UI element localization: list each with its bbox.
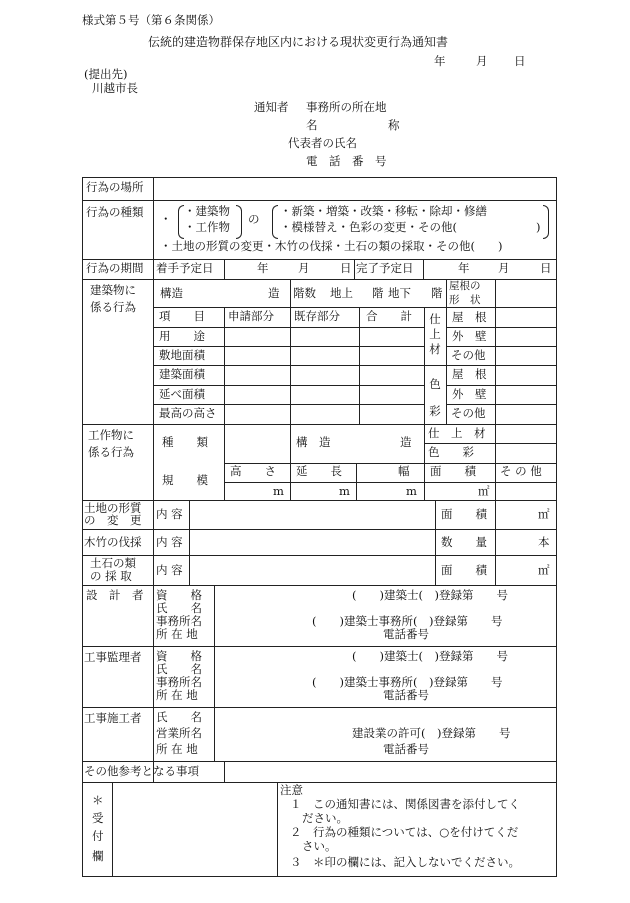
scale-height: 高 さ	[230, 464, 276, 478]
receipt-char-3: 欄	[92, 849, 104, 863]
kind-structure: ・工作物	[184, 220, 230, 234]
supervisor-name: 氏 名	[156, 662, 202, 676]
roof-shape-2: 形 状	[449, 294, 481, 306]
row-use: 用 途	[159, 329, 205, 343]
note-2a: ２ 行為の種類については、○を付けてくだ	[290, 825, 519, 839]
floors-label: 階数	[293, 286, 316, 300]
scale-other: そ の 他	[500, 464, 542, 478]
form-title: 伝統的建造物群保存地区内における現状変更行為通知書	[148, 35, 449, 49]
supervisor-qualification: 資 格	[156, 649, 202, 663]
supervisor-label: 工事監理者	[84, 650, 142, 664]
builder-permit: 建設業の許可( )登録第 号	[352, 726, 511, 740]
builder-office-name: 営業所名	[156, 726, 202, 740]
scale-label: 規 模	[162, 473, 208, 487]
notes-title: 注意	[280, 783, 303, 797]
builder-name: 氏 名	[156, 710, 202, 724]
form-number: 様式第５号（第６条関係）	[82, 13, 220, 27]
builder-tel: 電話番号	[383, 742, 429, 756]
col-exist: 既存部分	[294, 309, 340, 323]
designer-address: 所 在 地	[156, 627, 198, 641]
scale-width: 幅	[398, 464, 410, 478]
start-year: 年	[257, 261, 269, 275]
struct-head-1: 工作物に	[88, 428, 134, 442]
row-building-area: 建築面積	[159, 367, 205, 381]
struct-zou: 造	[400, 435, 412, 449]
supervisor-office-reg: ( )建築士事務所( )登録第 号	[312, 675, 503, 689]
receipt-char-1: 受	[92, 811, 104, 825]
reference-label: その他参考となる事項	[84, 764, 199, 778]
end-month: 月	[498, 261, 510, 275]
name-label-a: 名	[306, 118, 318, 132]
floors-kai-1: 階	[372, 286, 384, 300]
date-year-label: 年	[434, 54, 446, 68]
start-month: 月	[298, 261, 310, 275]
struct-structure: 構 造	[296, 435, 331, 449]
col-apply: 申請部分	[228, 309, 274, 323]
tree-head: 木竹の伐採	[84, 535, 142, 549]
recipient-name: 川越市長	[92, 81, 138, 95]
scale-area: 面 積	[430, 464, 476, 478]
note-1b: ださい。	[302, 811, 348, 825]
floors-kai-2: 階	[431, 286, 443, 300]
period-label: 行為の期間	[86, 261, 144, 275]
land-unit: ㎡	[538, 507, 550, 521]
kind-acts-line1: ・新築・増築・改築・移転・除却・修繕	[280, 204, 487, 218]
end-date-label: 完了予定日	[356, 261, 414, 275]
builder-label: 工事施工者	[84, 711, 142, 725]
designer-office-name: 事務所名	[156, 614, 202, 628]
finish-roof: 屋 根	[452, 310, 487, 324]
note-1a: １ この通知書には、関係図書を添付してく	[290, 797, 520, 811]
kind-label: 行為の種類	[86, 205, 144, 219]
designer-architect: ( )建築士( )登録第 号	[352, 588, 508, 602]
struct-kind: 種 類	[162, 435, 208, 449]
land-head-1: 土地の形質	[84, 501, 142, 515]
floors-below: 地下	[388, 286, 411, 300]
land-head-2: の 変 更	[84, 513, 142, 527]
stone-area: 面 積	[441, 563, 487, 577]
tree-content: 内 容	[156, 535, 183, 549]
kind-acts-line2: ・模様替え・色彩の変更・その他(	[280, 220, 457, 234]
kind-building: ・建築物	[184, 204, 230, 218]
row-site-area: 敷地面積	[159, 348, 205, 362]
finish-other: その他	[451, 348, 486, 362]
builder-address: 所 在 地	[156, 742, 198, 756]
designer-name: 氏 名	[156, 601, 202, 615]
unit-width-m: m	[406, 484, 417, 498]
land-content: 内 容	[156, 507, 183, 521]
struct-head-2: 係る行為	[88, 445, 134, 459]
left-brace-b	[272, 205, 278, 239]
supervisor-architect: ( )建築士( )登録第 号	[352, 649, 508, 663]
office-address-label: 事務所の所在地	[306, 100, 387, 114]
stone-head-1: 土石の類	[90, 556, 136, 570]
date-month-label: 月	[476, 54, 488, 68]
designer-label: 設 計 者	[86, 588, 144, 602]
end-year: 年	[458, 261, 470, 275]
kind-bullet: ・	[160, 212, 172, 226]
kind-land-line: ・土地の形質の変更・木竹の伐採・土石の類の採取・その他( )	[160, 239, 503, 253]
row-max-height: 最高の高さ	[159, 406, 217, 420]
receipt-char-2: 付	[92, 829, 104, 843]
note-2b: さい。	[302, 839, 337, 853]
row-floor-area: 延べ面積	[159, 387, 205, 401]
right-brace-b	[543, 205, 549, 239]
stone-unit: ㎡	[538, 563, 550, 577]
designer-tel: 電話番号	[383, 627, 429, 641]
note-3: ３ ＊印の欄には、記入しないでください。	[290, 855, 520, 869]
roof-shape-1: 屋根の	[449, 280, 481, 292]
structure-label: 構造	[160, 286, 183, 300]
tree-unit: 本	[538, 535, 550, 549]
stone-head-2: の 採 取	[90, 569, 132, 583]
tree-quantity: 数 量	[441, 535, 487, 549]
supervisor-address: 所 在 地	[156, 688, 198, 702]
floors-above: 地上	[330, 286, 353, 300]
struct-color: 色 彩	[428, 445, 474, 459]
submit-to-label: (提出先)	[84, 67, 128, 81]
phone-label: 電 話 番 号	[306, 154, 387, 168]
color-wall: 外 壁	[452, 387, 487, 401]
stone-content: 内 容	[156, 563, 183, 577]
supervisor-tel: 電話番号	[383, 688, 429, 702]
supervisor-office-name: 事務所名	[156, 675, 202, 689]
finish-wall: 外 壁	[452, 329, 487, 343]
color-other: その他	[451, 406, 486, 420]
col-total: 合 計	[366, 309, 412, 323]
unit-length-m: m	[339, 484, 350, 498]
start-day: 日	[340, 261, 352, 275]
unit-area-m2: ㎡	[478, 484, 490, 498]
receipt-asterisk: ＊	[92, 793, 104, 807]
color-roof: 屋 根	[452, 367, 487, 381]
place-label: 行為の場所	[86, 180, 144, 194]
name-label-b: 称	[388, 118, 400, 132]
finish-vertical: 仕上材	[429, 312, 441, 356]
notifier-label: 通知者	[254, 100, 289, 114]
struct-finish: 仕 上 材	[428, 426, 486, 440]
right-brace-a	[236, 205, 242, 239]
building-head-1: 建築物に	[90, 283, 136, 297]
unit-height-m: m	[273, 484, 284, 498]
structure-zou: 造	[268, 286, 280, 300]
representative-label: 代表者の氏名	[288, 136, 357, 150]
color-vertical: 色彩	[429, 377, 441, 418]
land-area: 面 積	[441, 507, 487, 521]
designer-qualification: 資 格	[156, 588, 202, 602]
building-head-2: 係る行為	[90, 300, 136, 314]
start-date-label: 着手予定日	[156, 261, 214, 275]
kind-no: の	[248, 212, 260, 226]
date-day-label: 日	[514, 54, 526, 68]
col-item: 項 目	[159, 309, 205, 323]
end-day: 日	[540, 261, 552, 275]
kind-acts-close: )	[536, 220, 541, 234]
scale-length: 延 長	[296, 464, 342, 478]
designer-office-reg: ( )建築士事務所( )登録第 号	[312, 614, 503, 628]
